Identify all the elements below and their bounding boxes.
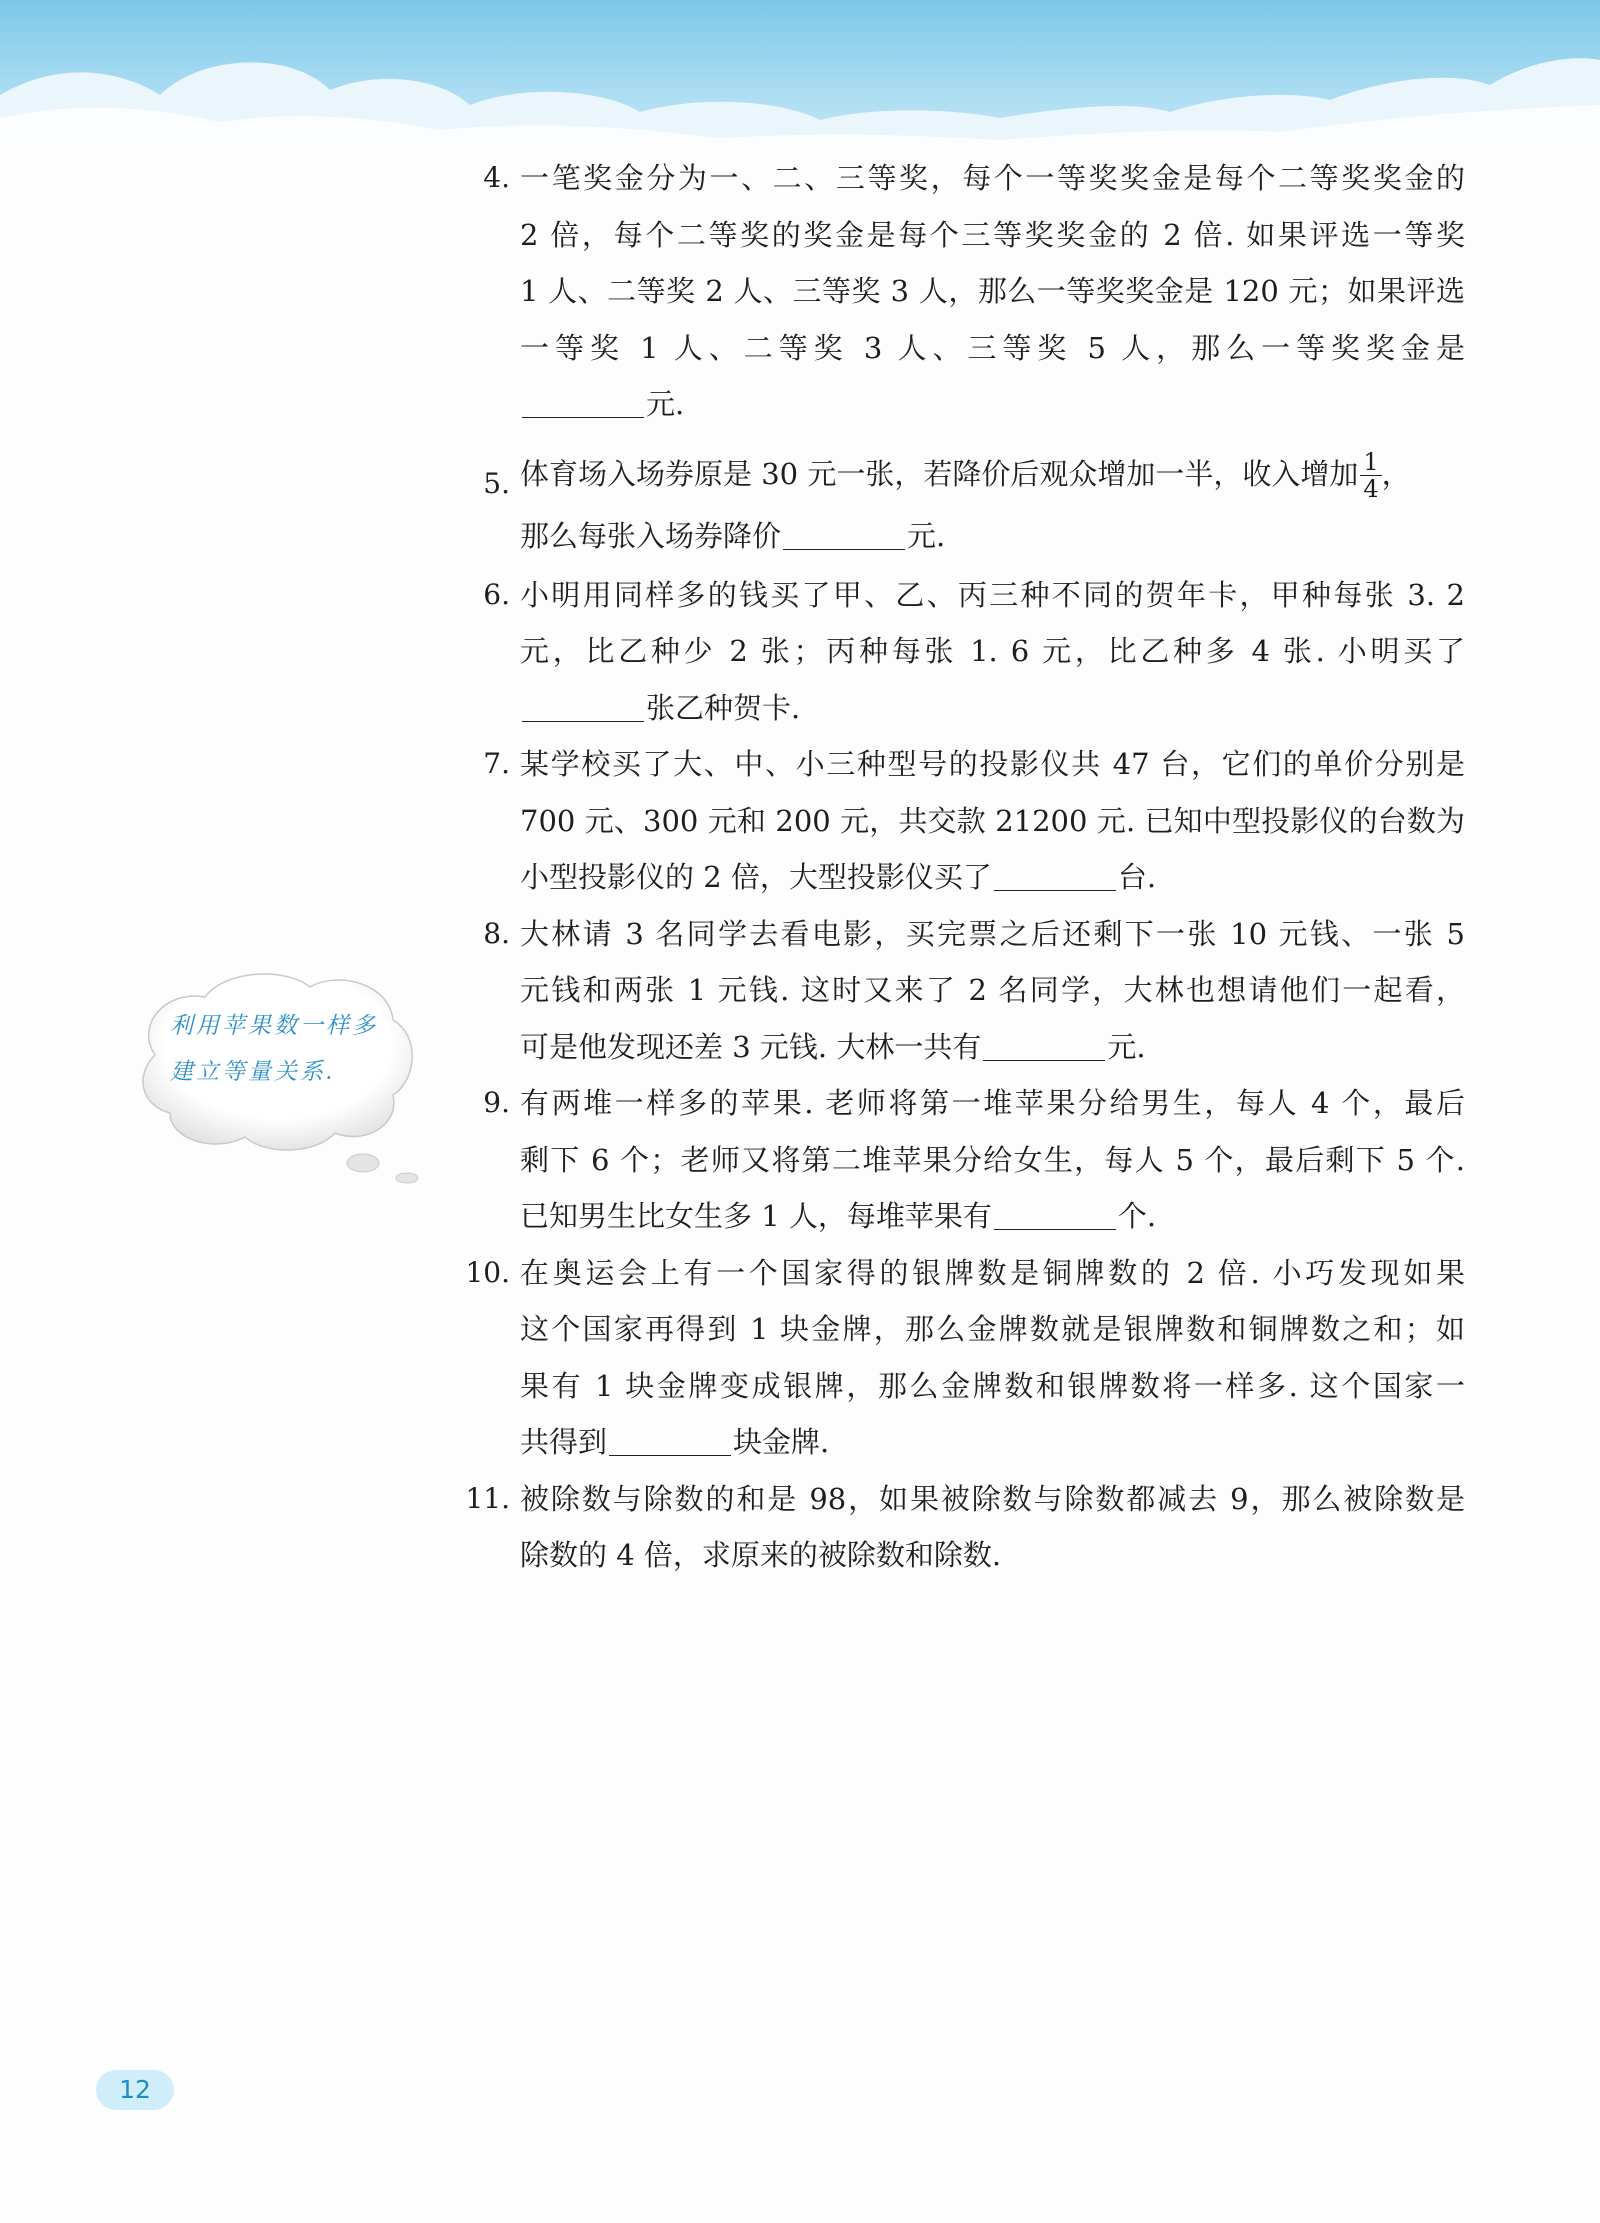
problem-text: 已知男生比女生多 1 人，每堆苹果有 [520, 1199, 992, 1233]
problem-number: 5. [483, 466, 510, 500]
answer-blank[interactable] [994, 1200, 1116, 1230]
problem-text-line [520, 680, 1465, 737]
problem-number: 9. [483, 1086, 510, 1119]
problem-number: 7. [483, 747, 510, 780]
fraction [1360, 449, 1381, 502]
problem-text-line: 元，比乙种少 2 张；丙种每张 1. 6 元，比乙种多 4 张. 小明买了 [520, 634, 1465, 668]
problem-text: 体育场入场券原是 30 元一张，若降价后观众增加一半，收入增加 [520, 456, 1359, 491]
problem-text-line: 在奥运会上有一个国家得的银牌数是铜牌数的 2 倍. 小巧发现如果 [520, 1255, 1465, 1290]
problem-text-line [520, 1414, 1465, 1471]
problem-text-tail: 张乙种贺卡. [646, 690, 801, 725]
problem-number: 10. [465, 1255, 510, 1289]
problem-text-line: 元钱和两张 1 元钱. 这时又来了 2 名同学，大林也想请他们一起看， [520, 973, 1465, 1007]
problem-text-line: 1 人、二等奖 2 人、三等奖 3 人，那么一等奖奖金是 120 元；如果评选 [520, 274, 1465, 308]
problem-text: 个. [1117, 1199, 1157, 1233]
problem-text-line: 大林请 3 名同学去看电影，买完票之后还剩下一张 10 元钱、一张 5 [520, 916, 1465, 951]
problem-text-line [520, 1019, 1465, 1076]
hint-thought-cloud [125, 965, 425, 1195]
problem-text-line: 有两堆一样多的苹果. 老师将第一堆苹果分给男生，每人 4 个，最后 [520, 1086, 1465, 1120]
page-number: 12 [96, 2070, 174, 2110]
problem-6 [440, 567, 1465, 737]
problem-text-line: 果有 1 块金牌变成银牌，那么金牌数和银牌数将一样多. 这个国家一 [520, 1368, 1465, 1403]
answer-blank[interactable] [783, 520, 905, 550]
problem-text-tail: 元. [646, 387, 685, 421]
sky-cloud-banner [0, 0, 1600, 150]
problem-text-line [520, 1188, 1465, 1245]
problem-text: 共得到 [520, 1425, 608, 1459]
problem-number: 11. [465, 1481, 510, 1515]
problem-5 [440, 443, 1465, 567]
problem-text-line: 一笔奖金分为一、二、三等奖，每个一等奖奖金是每个二等奖奖金的 [520, 161, 1465, 195]
problem-number: 4. [483, 161, 510, 194]
hint-line-2: 建立等量关系. [170, 1059, 337, 1085]
problem-text-line: 被除数与除数的和是 98，如果被除数与除数都减去 9，那么被除数是 [520, 1481, 1465, 1516]
problem-text: 块金牌. [733, 1425, 830, 1459]
answer-blank[interactable] [994, 861, 1116, 891]
hint-line-1: 利用苹果数一样多 [170, 1013, 378, 1039]
answer-blank[interactable] [983, 1031, 1105, 1061]
problem-number: 8. [483, 916, 510, 950]
problem-text: 可是他发现还差 3 元钱. 大林一共有 [520, 1029, 982, 1064]
problem-8 [440, 906, 1465, 1076]
fraction-numerator: 1 [1360, 449, 1381, 476]
fraction-denominator: 4 [1363, 475, 1379, 503]
answer-blank[interactable] [609, 1426, 731, 1456]
answer-blank[interactable] [522, 692, 644, 722]
problem-text-line [520, 443, 1465, 505]
problem-text: 小型投影仪的 2 倍，大型投影仪买了 [520, 860, 992, 894]
problem-text: ， [1381, 456, 1411, 491]
problem-text-line: 某学校买了大、中、小三种型号的投影仪共 47 台，它们的单价分别是 [520, 747, 1465, 781]
problem-text: 那么每张入场券降价 [520, 518, 782, 553]
problem-text-line [520, 505, 1465, 567]
problem-number: 6. [483, 577, 510, 611]
problem-text-line [520, 849, 1465, 906]
problem-text-line [520, 376, 1465, 433]
answer-blank[interactable] [522, 388, 644, 418]
problem-9 [440, 1075, 1465, 1245]
problem-text: 台. [1117, 860, 1157, 894]
problem-10 [440, 1245, 1465, 1471]
problem-text-line: 一等奖 1 人、二等奖 3 人、三等奖 5 人，那么一等奖奖金是 [520, 330, 1465, 365]
problem-text: 元. [1107, 1029, 1146, 1064]
problem-11 [440, 1471, 1465, 1584]
problem-text-line: 2 倍，每个二等奖的奖金是每个三等奖奖金的 2 倍. 如果评选一等奖 [520, 217, 1465, 252]
problem-7 [440, 736, 1465, 906]
problem-text-line: 小明用同样多的钱买了甲、乙、丙三种不同的贺年卡，甲种每张 3. 2 [520, 577, 1465, 612]
problem-text-line: 除数的 4 倍，求原来的被除数和除数. [520, 1538, 1002, 1572]
hint-text [170, 1003, 400, 1095]
problem-text-line: 剩下 6 个；老师又将第二堆苹果分给女生，每人 5 个，最后剩下 5 个. [520, 1142, 1465, 1177]
problem-text-line: 这个国家再得到 1 块金牌，那么金牌数就是银牌数和铜牌数之和；如 [520, 1312, 1465, 1346]
problem-text: 元. [907, 518, 946, 553]
problem-text-line: 700 元、300 元和 200 元，共交款 21200 元. 已知中型投影仪的台数为 [520, 803, 1465, 838]
problem-4 [440, 150, 1465, 433]
problem-list [440, 150, 1465, 1584]
